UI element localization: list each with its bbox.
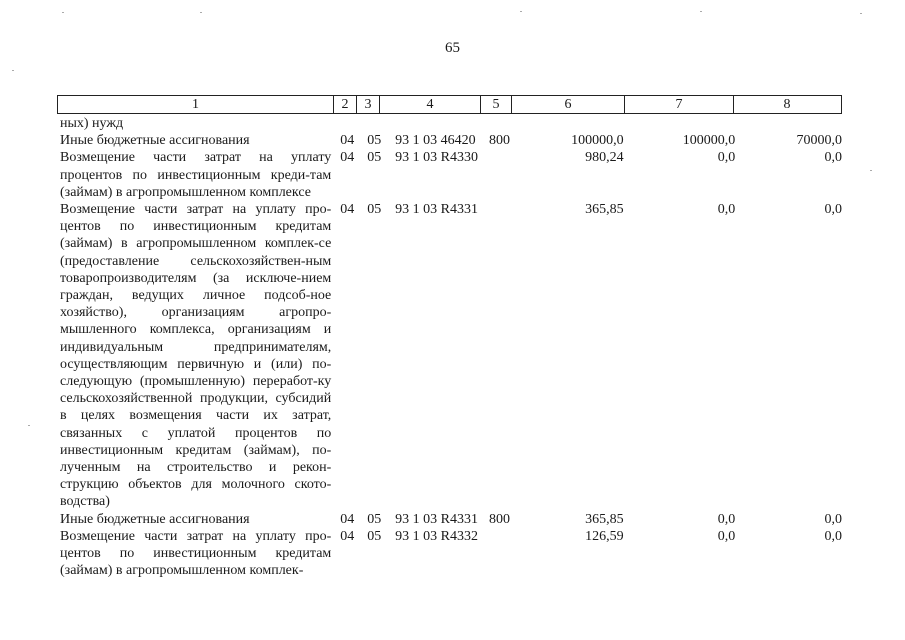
scan-speck bbox=[12, 70, 14, 71]
row-value-8: 0,0 bbox=[824, 511, 842, 527]
row-name: Иные бюджетные ассигнования bbox=[60, 133, 250, 149]
header-col-2: 2 bbox=[334, 96, 357, 113]
header-col-4: 4 bbox=[380, 96, 481, 113]
table-row bbox=[57, 115, 842, 132]
row-code-2: 04 bbox=[340, 528, 355, 544]
table-row bbox=[57, 528, 842, 580]
row-value-7: 0,0 bbox=[717, 511, 736, 527]
row-name: Иные бюджетные ассигнования bbox=[60, 511, 250, 527]
scan-speck bbox=[870, 170, 872, 171]
scan-speck bbox=[520, 11, 522, 12]
row-value-6: 126,59 bbox=[585, 528, 624, 544]
row-code-3: 05 bbox=[367, 528, 382, 544]
row-code-3: 05 bbox=[367, 150, 382, 166]
row-name: Возмещение части затрат на уплату процентов по инвестиционным креди-там (займам) в агропромышленном комплексе bbox=[60, 150, 332, 200]
scan-speck bbox=[62, 12, 64, 13]
header-col-7: 7 bbox=[625, 96, 734, 113]
table-row bbox=[57, 201, 842, 511]
table-row bbox=[57, 132, 842, 149]
scan-speck bbox=[28, 425, 30, 426]
row-value-7: 0,0 bbox=[717, 150, 736, 166]
row-value-7: 100000,0 bbox=[682, 133, 736, 149]
row-name: ных) нужд bbox=[60, 116, 124, 131]
row-name: Возмещение части затрат на уплату про-центов по инвестиционным кредитам (займам) в агропромышленном комплек- bbox=[60, 528, 332, 579]
header-col-3: 3 bbox=[357, 96, 380, 113]
header-col-6: 6 bbox=[512, 96, 625, 113]
row-value-6: 365,85 bbox=[585, 202, 624, 218]
row-value-8: 0,0 bbox=[824, 528, 842, 544]
row-value-8: 70000,0 bbox=[796, 133, 842, 149]
row-code-3: 05 bbox=[367, 202, 382, 218]
header-col-8: 8 bbox=[783, 97, 791, 112]
row-code-3: 05 bbox=[367, 133, 382, 149]
row-code-4: 93 1 03 R4331 bbox=[395, 511, 479, 527]
row-code-4: 93 1 03 R4331 bbox=[395, 202, 479, 218]
budget-table bbox=[57, 95, 842, 579]
scan-speck bbox=[700, 11, 702, 12]
scan-speck bbox=[200, 12, 202, 13]
table-row bbox=[57, 149, 842, 201]
row-value-8: 0,0 bbox=[824, 202, 842, 218]
page-number: 65 bbox=[445, 40, 460, 56]
table-header bbox=[57, 95, 842, 114]
row-value-7: 0,0 bbox=[717, 528, 736, 544]
row-code-2: 04 bbox=[340, 202, 355, 218]
row-code-4: 93 1 03 R4330 bbox=[395, 150, 479, 166]
row-code-2: 04 bbox=[340, 133, 355, 149]
row-code-2: 04 bbox=[340, 511, 355, 527]
row-code-4: 93 1 03 46420 bbox=[395, 133, 476, 149]
row-code-2: 04 bbox=[340, 150, 355, 166]
row-value-6: 100000,0 bbox=[571, 133, 624, 149]
header-col-5: 5 bbox=[481, 96, 512, 113]
row-value-8: 0,0 bbox=[824, 150, 842, 166]
row-code-5: 800 bbox=[488, 133, 510, 149]
row-code-5: 800 bbox=[488, 511, 510, 527]
row-value-7: 0,0 bbox=[717, 202, 736, 218]
table-row bbox=[57, 511, 842, 528]
scan-speck bbox=[860, 13, 862, 14]
row-code-4: 93 1 03 R4332 bbox=[395, 528, 479, 544]
header-col-1: 1 bbox=[58, 96, 334, 113]
row-value-6: 365,85 bbox=[585, 511, 624, 527]
row-name: Возмещение части затрат на уплату про-центов по инвестиционным кредитам (займам) в агропромышленном комплек-се (предоставление сельскохозяйствен-ным товаропроизводителям (за исключе-нием граждан, ведущих личное подсоб-ное хозяйство), организациям агропро-мышленного комплекса, организациям и индивидуальным предпринимателям, осуществляющим первичную и (или) по-следующую (промышленную) переработ-ку сельскохозяйственной продукции, субсидий в целях возмещения части их затрат, связанных с уплатой процентов по инвестиционным кредитам (займам), по-лученным на строительство и рекон-струкцию объектов для молочного ското-водства) bbox=[60, 202, 332, 510]
row-code-3: 05 bbox=[367, 511, 382, 527]
row-value-6: 980,24 bbox=[585, 150, 624, 166]
